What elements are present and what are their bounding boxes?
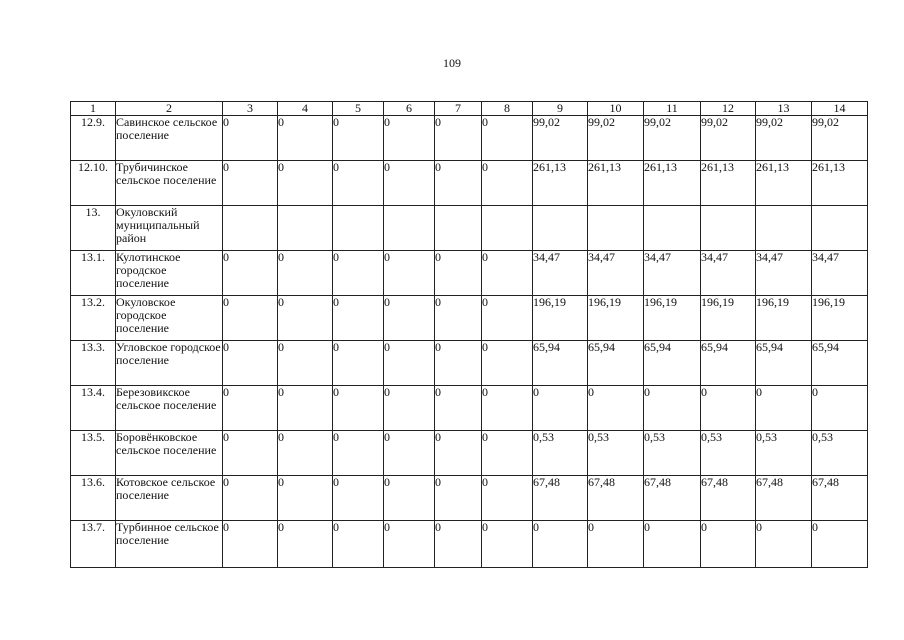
column-header: 2: [116, 102, 223, 116]
value-cell: 0: [223, 251, 278, 296]
table-row: [71, 116, 868, 161]
row-number-cell: 12.10.: [71, 161, 116, 206]
value-cell: 0: [482, 521, 533, 568]
table-row: [71, 161, 868, 206]
value-cell: 261,13: [644, 161, 701, 206]
value-cell: [701, 206, 756, 251]
value-cell: 99,02: [701, 116, 756, 161]
value-cell: 0: [435, 116, 482, 161]
value-cell: 0: [533, 521, 588, 568]
row-number-cell: 13.6.: [71, 476, 116, 521]
value-cell: 34,47: [701, 251, 756, 296]
column-header: 6: [384, 102, 435, 116]
value-cell: 0: [223, 296, 278, 341]
value-cell: [533, 206, 588, 251]
value-cell: 0: [756, 521, 812, 568]
value-cell: 0: [588, 386, 644, 431]
value-cell: 0: [278, 341, 333, 386]
value-cell: 0: [333, 521, 384, 568]
value-cell: 0: [333, 116, 384, 161]
table-row: [71, 206, 868, 251]
value-cell: 0: [384, 341, 435, 386]
value-cell: 0: [756, 386, 812, 431]
value-cell: 0: [333, 296, 384, 341]
value-cell: 67,48: [701, 476, 756, 521]
value-cell: 0,53: [756, 431, 812, 476]
municipality-name-cell: Котовское сельское поселение: [116, 476, 223, 521]
column-header: 14: [812, 102, 868, 116]
value-cell: 0: [435, 341, 482, 386]
page-number: 109: [443, 56, 461, 70]
value-cell: 0: [223, 476, 278, 521]
value-cell: 34,47: [588, 251, 644, 296]
value-cell: 65,94: [701, 341, 756, 386]
data-table: [70, 101, 868, 568]
column-header: 11: [644, 102, 701, 116]
value-cell: [588, 206, 644, 251]
value-cell: 0: [223, 386, 278, 431]
column-header: 3: [223, 102, 278, 116]
value-cell: [333, 206, 384, 251]
value-cell: 65,94: [756, 341, 812, 386]
row-number-cell: 12.9.: [71, 116, 116, 161]
value-cell: 261,13: [533, 161, 588, 206]
municipality-name-cell: Березовикское сельское поселение: [116, 386, 223, 431]
row-number-cell: 13.: [71, 206, 116, 251]
value-cell: [756, 206, 812, 251]
value-cell: 99,02: [812, 116, 868, 161]
value-cell: 0: [644, 521, 701, 568]
value-cell: 0: [384, 386, 435, 431]
value-cell: 67,48: [644, 476, 701, 521]
value-cell: 0: [384, 161, 435, 206]
value-cell: 261,13: [812, 161, 868, 206]
value-cell: 0: [644, 386, 701, 431]
municipality-name-cell: Боровёнковское сельское поселение: [116, 431, 223, 476]
value-cell: 0: [223, 161, 278, 206]
value-cell: 0: [482, 476, 533, 521]
value-cell: 196,19: [701, 296, 756, 341]
row-number-cell: 13.2.: [71, 296, 116, 341]
value-cell: 0: [812, 521, 868, 568]
value-cell: 196,19: [533, 296, 588, 341]
municipality-name-cell: Кулотинское городское поселение: [116, 251, 223, 296]
value-cell: 0: [278, 296, 333, 341]
column-header: 10: [588, 102, 644, 116]
value-cell: 261,13: [588, 161, 644, 206]
row-number-cell: 13.5.: [71, 431, 116, 476]
table-row: [71, 476, 868, 521]
value-cell: 65,94: [644, 341, 701, 386]
value-cell: 34,47: [756, 251, 812, 296]
value-cell: 0: [435, 476, 482, 521]
value-cell: [644, 206, 701, 251]
row-number-cell: 13.4.: [71, 386, 116, 431]
value-cell: 67,48: [533, 476, 588, 521]
row-number-cell: 13.3.: [71, 341, 116, 386]
value-cell: 34,47: [644, 251, 701, 296]
value-cell: 0: [278, 251, 333, 296]
value-cell: 99,02: [644, 116, 701, 161]
value-cell: 67,48: [588, 476, 644, 521]
value-cell: 261,13: [756, 161, 812, 206]
value-cell: 0: [333, 251, 384, 296]
table-header-row: [71, 102, 868, 116]
value-cell: 99,02: [533, 116, 588, 161]
value-cell: 65,94: [812, 341, 868, 386]
value-cell: 0: [482, 341, 533, 386]
column-header: 7: [435, 102, 482, 116]
value-cell: 196,19: [644, 296, 701, 341]
value-cell: 67,48: [756, 476, 812, 521]
value-cell: 0: [482, 386, 533, 431]
value-cell: 0: [333, 431, 384, 476]
value-cell: 0: [278, 431, 333, 476]
value-cell: 0: [482, 116, 533, 161]
value-cell: [482, 206, 533, 251]
value-cell: 0: [278, 386, 333, 431]
value-cell: 0: [435, 521, 482, 568]
value-cell: 0: [482, 296, 533, 341]
column-header: 13: [756, 102, 812, 116]
value-cell: 67,48: [812, 476, 868, 521]
value-cell: 0: [333, 341, 384, 386]
value-cell: 65,94: [533, 341, 588, 386]
value-cell: 0: [435, 251, 482, 296]
table-row: [71, 251, 868, 296]
value-cell: [384, 206, 435, 251]
value-cell: 0,53: [644, 431, 701, 476]
municipality-name-cell: Трубичинское сельское поселение: [116, 161, 223, 206]
table-row: [71, 521, 868, 568]
row-number-cell: 13.7.: [71, 521, 116, 568]
column-header: 5: [333, 102, 384, 116]
value-cell: 0: [384, 116, 435, 161]
value-cell: 0,53: [812, 431, 868, 476]
value-cell: 196,19: [812, 296, 868, 341]
table-row: [71, 386, 868, 431]
value-cell: 0: [384, 431, 435, 476]
value-cell: 99,02: [756, 116, 812, 161]
value-cell: 0: [384, 476, 435, 521]
value-cell: [278, 206, 333, 251]
value-cell: 0,53: [533, 431, 588, 476]
table-body: [71, 116, 868, 568]
value-cell: 0: [588, 521, 644, 568]
value-cell: 0: [533, 386, 588, 431]
value-cell: 0: [701, 386, 756, 431]
value-cell: 196,19: [756, 296, 812, 341]
value-cell: 0: [223, 341, 278, 386]
value-cell: 34,47: [533, 251, 588, 296]
value-cell: 0: [435, 431, 482, 476]
value-cell: 0: [333, 161, 384, 206]
value-cell: 0: [278, 476, 333, 521]
value-cell: 0: [482, 161, 533, 206]
value-cell: 0,53: [588, 431, 644, 476]
row-number-cell: 13.1.: [71, 251, 116, 296]
municipality-name-cell: Турбинное сельское поселение: [116, 521, 223, 568]
value-cell: 0: [384, 521, 435, 568]
value-cell: [223, 206, 278, 251]
value-cell: [435, 206, 482, 251]
value-cell: 34,47: [812, 251, 868, 296]
value-cell: 0: [278, 161, 333, 206]
value-cell: 196,19: [588, 296, 644, 341]
value-cell: 65,94: [588, 341, 644, 386]
value-cell: 99,02: [588, 116, 644, 161]
value-cell: 0: [812, 386, 868, 431]
table-row: [71, 341, 868, 386]
value-cell: 0: [278, 116, 333, 161]
municipality-name-cell: Окуловское городское поселение: [116, 296, 223, 341]
value-cell: 0,53: [701, 431, 756, 476]
value-cell: 0: [482, 251, 533, 296]
column-header: 8: [482, 102, 533, 116]
value-cell: 0: [223, 431, 278, 476]
column-header: 12: [701, 102, 756, 116]
value-cell: 0: [384, 251, 435, 296]
column-header: 4: [278, 102, 333, 116]
value-cell: 0: [384, 296, 435, 341]
value-cell: 0: [435, 296, 482, 341]
table-row: [71, 296, 868, 341]
table-row: [71, 431, 868, 476]
value-cell: 0: [278, 521, 333, 568]
value-cell: 0: [435, 161, 482, 206]
value-cell: 0: [482, 431, 533, 476]
column-header: 9: [533, 102, 588, 116]
value-cell: 0: [435, 386, 482, 431]
value-cell: 0: [701, 521, 756, 568]
value-cell: 0: [223, 521, 278, 568]
municipality-name-cell: Савинское сельское поселение: [116, 116, 223, 161]
municipality-name-cell: Окуловский муниципальный район: [116, 206, 223, 251]
municipality-name-cell: Угловское городское поселение: [116, 341, 223, 386]
value-cell: [812, 206, 868, 251]
column-header: 1: [71, 102, 116, 116]
value-cell: 0: [223, 116, 278, 161]
value-cell: 0: [333, 476, 384, 521]
value-cell: 0: [333, 386, 384, 431]
value-cell: 261,13: [701, 161, 756, 206]
